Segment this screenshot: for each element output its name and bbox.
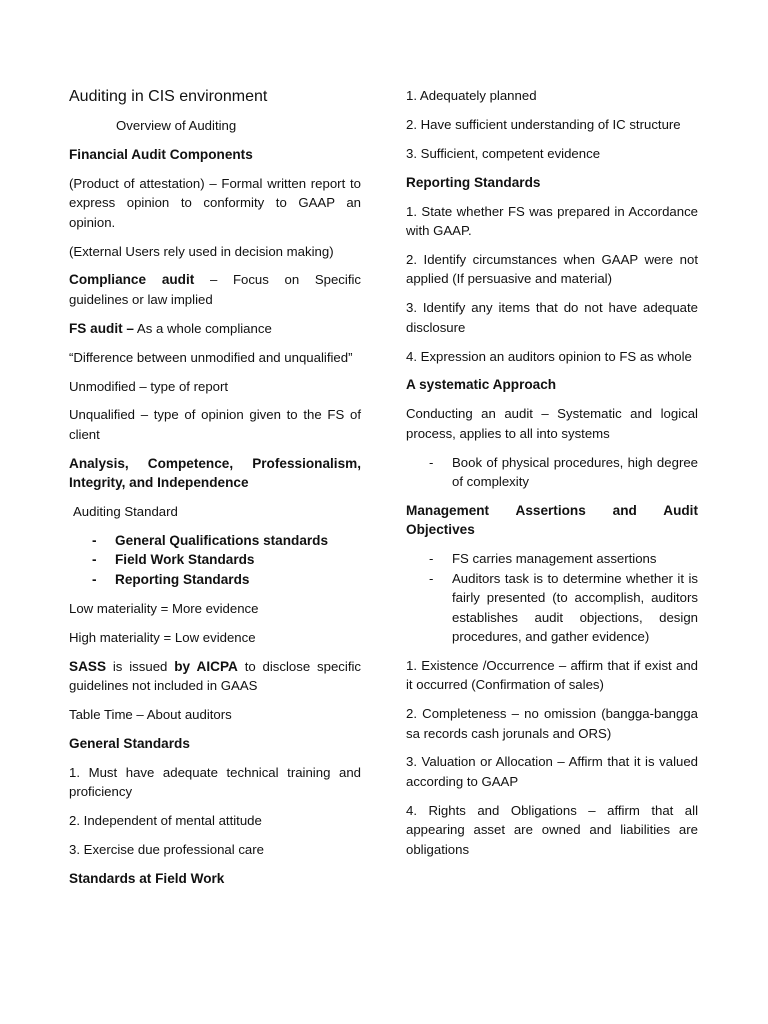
field-work-heading: Standards at Field Work [69, 870, 225, 886]
sass-text-2: to disclose specific guidelines not included in GAAS [69, 658, 362, 693]
compliance-audit-definition: – Focus on Specific guidelines or law implied [69, 272, 362, 307]
unqualified-text: Unqualified – type of opinion given to the FS of client [69, 407, 361, 442]
assertion-item: 2. Completeness – no omission (bangga-bangga sa records cash jorunals and ORS) [406, 706, 698, 741]
external-users-text: (External Users rely used in decision making) [69, 243, 334, 259]
general-standard-item: 2. Independent of mental attitude [69, 812, 262, 828]
list-item: - Book of physical procedures, high degree of complexity [406, 453, 698, 492]
fs-audit-definition: As a whole compliance [133, 320, 272, 336]
financial-audit-heading: Financial Audit Components [69, 146, 253, 162]
reporting-item: 3. Identify any items that do not have adequate disclosure [406, 300, 698, 335]
sass-paragraph [69, 657, 361, 696]
reporting-item: 2. Identify circumstances when GAAP were not applied (If persuasive and material) [406, 251, 698, 287]
standards-list [69, 531, 361, 589]
fs-audit-paragraph [69, 319, 361, 338]
values-heading: Analysis, Competence, Professionalism, Integrity, and Independence [69, 455, 361, 491]
table-time-text: Table Time – About auditors [69, 706, 232, 722]
product-of-attestation-text: (Product of attestation) – Formal written report to express opinion to conformity to GAAP an opinion. [69, 175, 361, 230]
assertion-item: 4. Rights and Obligations – affirm that all appearing asset are owned and liabilities are obligations [406, 802, 698, 857]
systematic-approach-heading: A systematic Approach [406, 377, 557, 393]
unmodified-text: Unmodified – type of report [69, 378, 229, 394]
general-standards-heading: General Standards [69, 735, 190, 751]
list-item: - Field Work Standards [69, 550, 361, 569]
field-work-item: 3. Sufficient, competent evidence [406, 145, 601, 161]
fs-audit-term: FS audit – [69, 320, 134, 336]
auditing-standard-label: Auditing Standard [73, 504, 178, 520]
assertion-item: 3. Valuation or Allocation – Affirm that it is valued according to GAAP [406, 754, 698, 789]
management-assertions-heading: Management Assertions and Audit Objectives [406, 503, 698, 538]
systematic-approach-text: Conducting an audit – Systematic and logical process, applies to all into systems [406, 406, 698, 441]
document-title: Auditing in CIS environment [69, 88, 268, 105]
compliance-audit-paragraph [69, 270, 361, 309]
compliance-audit-term: Compliance audit [69, 272, 195, 288]
right-column [406, 86, 698, 869]
list-item: - Auditors task is to determine whether it is fairly presented (to accomplish, auditors establishes audit objections, design procedures, and gather evidence) [406, 569, 698, 647]
systematic-bullets [406, 453, 698, 492]
general-standard-item: 3. Exercise due professional care [69, 841, 264, 857]
field-work-item: 1. Adequately planned [406, 88, 537, 103]
field-work-item: 2. Have sufficient understanding of IC structure [406, 116, 681, 132]
reporting-item: 4. Expression an auditors opinion to FS as whole [406, 348, 692, 364]
list-item: - Reporting Standards [69, 570, 361, 589]
sass-text-1: is issued [106, 658, 175, 674]
reporting-item: 1. State whether FS was prepared in Accordance with GAAP. [406, 203, 698, 239]
difference-quote: “Difference between unmodified and unqualified” [69, 349, 353, 365]
sass-aicpa: by AICPA [174, 658, 238, 674]
assertion-item: 1. Existence /Occurrence – affirm that if exist and it occurred (Confirmation of sales) [406, 657, 698, 693]
list-item: - General Qualifications standards [69, 531, 361, 550]
high-materiality-text: High materiality = Low evidence [69, 629, 256, 645]
sass-term: SASS [69, 658, 107, 674]
management-bullets [406, 549, 698, 646]
list-item: - FS carries management assertions [406, 549, 698, 568]
reporting-standards-heading: Reporting Standards [406, 174, 541, 190]
document-subtitle: Overview of Auditing [116, 118, 237, 133]
left-column [69, 86, 361, 898]
general-standard-item: 1. Must have adequate technical training and proficiency [69, 764, 361, 800]
low-materiality-text: Low materiality = More evidence [69, 600, 259, 616]
